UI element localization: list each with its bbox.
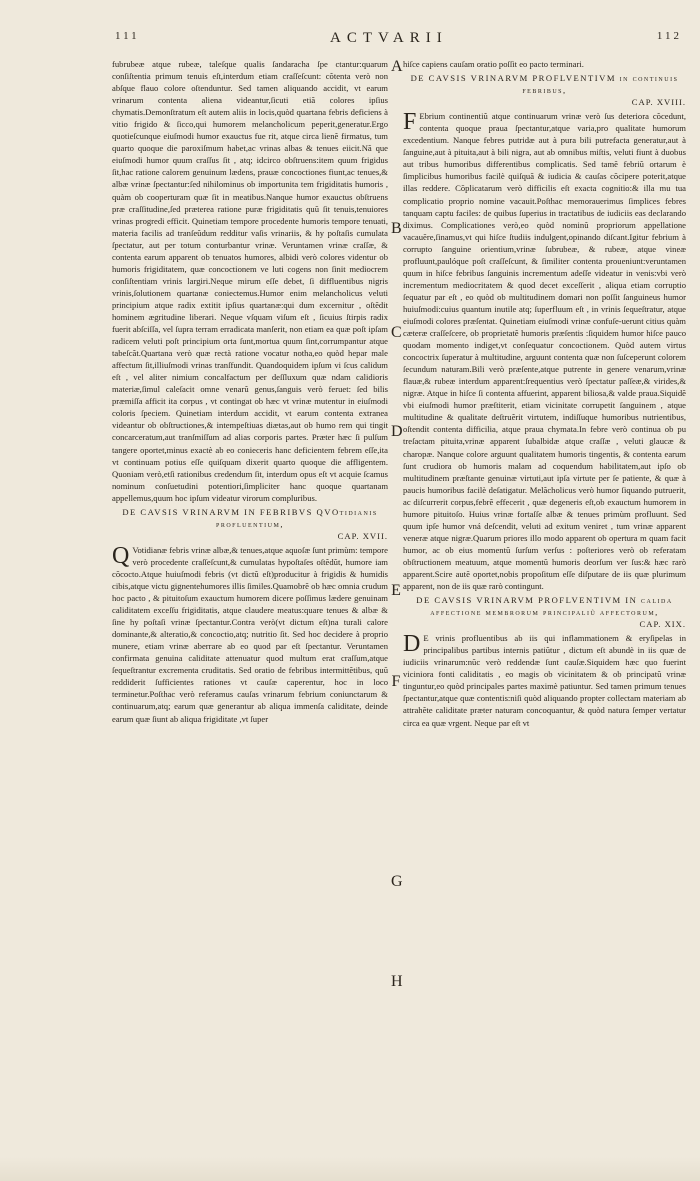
- chapter-17-title: DE CAVSIS VRINARVM IN FEBRIBVS QVOtidianis profluentium,: [122, 506, 378, 529]
- chapter-17-number: CAP. XVII.: [337, 530, 388, 541]
- margin-letter-b: B: [391, 220, 402, 237]
- chapter-18-title: DE CAVSIS VRINARVM PROFLVENTIVM in continuis febribus,: [410, 73, 679, 96]
- left-column: [112, 58, 388, 727]
- page-number-left: 111: [115, 30, 140, 42]
- chapter-19-title: DE CAVSIS VRINARVM PROFLVENTIVM IN calida affectione membrorum principaliũ affectorum,: [416, 595, 673, 618]
- chapter-18-number: CAP. XVIII.: [631, 97, 686, 108]
- drop-cap-f: F: [403, 109, 417, 136]
- left-paragraph-2: [112, 544, 388, 725]
- margin-letter-g: G: [391, 873, 403, 890]
- right-paragraph-1: hiſce capiens cauſam oratio poſſit eo pacto terminari.: [403, 59, 584, 69]
- page-number-right: 112: [656, 30, 682, 42]
- running-title: ACTVARII: [330, 30, 448, 46]
- margin-letter-c: C: [391, 324, 402, 341]
- margin-letter-d: D: [391, 423, 403, 440]
- chapter-19-number-line: [403, 618, 686, 630]
- chapter-17-number-line: [112, 530, 388, 542]
- margin-letter-e: E: [391, 582, 401, 599]
- margin-letter-f: F: [391, 673, 401, 690]
- right-paragraph-3-text: E vrinis profluentibus ab iis qui inflammationem & eryſipelas in principalibus partibus internis patiũtur , dictum eſt abundè in iis quæ de iudiciis vrinarum:nũc verò reddendæ ſunt cauſæ.Siquidem hæc quo fuerint viciniora fonti caliditatis , eo magis ob vicinitatem & ob principatũ vrinæ tinguntur,eo quòd principales partes maximè patiuntur. Sed tamen primum tenues ſpectantur,atque quæ contentis:niſi quòd aliquando propter collectam materiam ab attrahẽte caliditate præter naturam concoquantur, & quòd natura ſemper vertatur circa ea quæ vrgent. Neque par eſt vt: [403, 633, 686, 728]
- right-paragraph-2-text: Ebrium continentiũ atque continuarum vrinæ verò ſus deteriora cõcedunt, contenta quoque praua ſpectantur,atque varia,pro qualitate humorum excedentium. Nanque febres putridæ aut à pura bili putrefacta generatur,aut à ſanguine,aut à pituita,aut à bili nigra, aut ab omnibus miſtis, veluti fiunt à duobus aut tribus humoribus differentibus complicatis. Sed tamẽ febriũ ortarum è ſimplicibus humoribus facilè quiſquã & iudicia & cauſas cõcipere poterit,atque illas reddere. Cõplicatarum verò difficilis eſt exacta cognitio:& illa mu tua complicatio proprio nomine vacauit.Poſthac memorauerimus ſimplices febres tanquam captu faciles: de quibus ſuperius in tractatibus de iudiciis eas declarando diximus. Complicationes verò,eo quòd nominũ propriorum appellatione vacauẽre,ſinamus,vt qui hiſce ſtudiis indulgent,opinando diſcant.Igitur febrium à corrupto ſanguine orientium,vrinæ ſubrubeæ, & rubeæ, atque vineæ profluunt,paulóque poſt craſſeſcunt, & ſimiliter contenta proueniunt:veruntamen quum in hiſce febribus ſanguinis incrementum adeſſe videatur in venis:vbi verò incrementum mediocritatem & quod decet exceſſerit , aliqua etiam corruptio ſequatur par eſt , eo quòd ob multitudinem domari non poſſit ſanguineus humor huiuſmodi:cuius quantum inutile atq; ſuperfluum eſt , in vrinis ſequeſtratur, atque eiuſmodi colores præſentat. Quinetiam eiuſmodi vrinæ confuſe-uerunt citius quàm cæteræ craſſeſcere, ob proprietatẽ humoris præſentis :ſiquidem humor hiſce pauco quodam momento indiget,vt conſequatur concoctionem. Quòd autem virtus concoctrix ſuperatur à multitudine, arguunt contenta quæ non ſuſceperunt colorem ſecundum naturam.Bili verò præſente,atque putrente in genere venarum,vrinæ flauæ,& rubeæ interdum apparent:ſrequentius verò ſpectatur paſſeæ,& virides,& nigræ. Atque in hiſce ſi contenta affuerint, apparent biliosa,& valde praua.Siquidẽ vbi eiuſmodi humor præſtiterit, etiam vicinitate corrupetit ſanguinem , atque multitudine & qualitate deſtruẽrit virtutem, indiſſuque humoribus nutrientibus, oſtendit contenta difficilia, atque praua chymata.In febre verò continua ob pu treſactam pituita,vrinæ apparent ſubalbidæ atque craſſæ , veluti glaucæ & charopæ. Nanque colore arguunt qualitatem humoris tingentis, & contenta earum ſunt crudiora ob humoris malam ad coquendum habilitatem,aut ipſo ob multitudinem præſtante genuinæ virtuti,aut ipſa virtute per ſe patiente, & quæ à paucis humoribus facilè deſatigatur. Melãcholicus verò humor ſiquando putruerit, ac diſcurrerit corpus,febrẽ effecerit , quæ degeneris eſt,ob exauctum humorem in humore pituitoſo. Huius vrinæ fortaſſe albæ & tenues primùm profluunt. Sed quum ipſe humor vná deſcendit, veluti ad exitum veniret , tum vrinæ apparent veneræ atque nigræ.Quarum priores illo modo apparent ob opertura m quam facit humor, ac ob eius momentũ ſurſum verſus : poſteriores verò ob referatam obſtructionem meatuum, atque momentũ humoris deorſum ver ſus:& hæc rarò apparent.Scire autẽ oportet,nobis propoſitum eſſe diſputare de iis quæ plurimum apparent, non de iis quæ rarò contingunt.: [403, 111, 686, 592]
- right-column: [403, 58, 686, 731]
- drop-cap-q: Q: [112, 542, 130, 569]
- chapter-19-number: CAP. XIX.: [639, 619, 686, 630]
- chapter-18-number-line: [403, 96, 686, 108]
- margin-letter-a: A: [391, 58, 403, 75]
- page-bottom-edge: [0, 1157, 700, 1181]
- drop-cap-d: D: [403, 631, 421, 658]
- left-paragraph-2-text: Votidianæ febris vrinæ albæ,& tenues,atque aquoſæ ſunt primùm: tempore verò procedente craſſeſcunt,& cumulatas hypoſtaſes oſtẽdũt, humore iam cõcocto.Atque huiuſmodi febris (vt dictũ eſt)producitur à frigidis & humidis cibis,atque victu gignentehumores illis ſimiles.Quamobrẽ ob hæc omnia crudum hoc pacto , & pituitoſum exauctum humorem dicere poſſimus lædere genuinam caliditatem exceſſu frigiditatis, atque claudere meatus:quare tenues & albæ & ſine hy poſtaſi vrinæ ſpectantur.Contra verò(vt dictum eſt)na turali calore dominante,& alteratio,& concoctio,atq; nutritio ſit. Sed hoc decidere à proprio munere, etiam vrinæ aberrare ab eo quod par eſt ſpectantur. Veruntamen confirmata genuina caliditate attenuatur quod multum erat craſſum,atque ſequeſtrantur excrementa cruditatis. Sed oratio de febribus intermittẽtibus, quũ reddiderit ſufficientes rationes vt cauſæ caperentur, hoc in loco terminetur.Poſthac verò referamus cauſas vrinarum febrium coniunctarum & continuarum,atq; earum quæ generantur ab aliqua immenſa caliditate, deinde earum quæ ſiunt ab aliqua frigiditate ,vt ſuper: [112, 544, 388, 724]
- margin-letter-h: H: [391, 973, 403, 990]
- right-paragraph-3: [403, 632, 686, 728]
- right-paragraph-2: [403, 110, 686, 592]
- left-paragraph-1: fubrubeæ atque rubeæ, taleſque qualis ſandaracha ſpe ctantur:quarum conſiſtentia primum tenuis eſt,interdum etiam craſſeſcunt: cõtenta verò non abſque flauo colore oſtenduntur. Sed tamen aliquando accidit, vt earum vrinarum contenta aliena videantur,ſicuti etiã colores ipſius chymatis.Demonſtratum eſt autem aliis in locis,quòd quartana febris deficiens à vitio frigido & ſicco,qui humorem melancholicum peperit,generatur.Ergo quotieſcunque eiuſmodi humor exauctus fue rit, atque circa lienẽ firmatus, tum quarto quoque die paroxiſmum habet,ac vrinas albas & tenues eiicit.Nã que eiuſmodi humor quum craſſus ſit , atq; idcirco obſtruens:item quum frigidus ſit,hac ratione calorem genuinum lædens, prauæ concoctiones fiunt,ac tenues,& albæ vrinæ ſpectantur:ſed nihilominus ob importunita tem frigiditatis humoris , quàm ob cooperturam quæ ſit in meatibus.Nanque humor exauctus obſtruens præ craſſitudine,ſed præterea ratione puræ frigiditatis quũ ſit tenuis,tenuiores vrinas progredi efficit. Quinetiam tempore procedente humoris tempore tenuati, materia facilis ad tranſeũdum redditur vaſis vrinariis, & hy poſtaſis cumulata ſpectatur, aut per totum conturbantur vrinæ. Veruntamen vrinæ craſſæ, & contenta earum apparent ob tenuatos humores, albidi verò colores videntur ob humoris frigiditatem, quæ concoctionem ve luti cogens non ſinit mediocrem conſiſtentiam vrinis largiri.Neque mirum eſſe debet, ſi diffluentibus nigris vrinis,ſolutionem quartanæ coniectemus.Humor enim melancholicus veluti principium atque radix extitit ipſius quartanæ:qui dum excernitur , oſtẽdit hominem ægritudine liberari. Neque vſquam viſum eſt , ſicuius ſtirpis radix fuerit abſciſſa, vel ſupra terram erradicata manſerit, non etiam ea quæ poſt ipſam radicem veluti poſt principium orta ſunt,mortua quum ſint,corrumpantur atque tabeſcãt.Quartana verò quæ rectà ratione vocatur notha,eo quòd hepar male affectum ſit,illiuſmodi vrinas tranſfundit. Quandoquidem ipſum vi ſcus calidum eſt , vel aliter nimium concalfactum per deſſluxum quæ ndam calidioris materiæ,ſimul caleſacit omne venarũ genus,ſanguis verò feruet: ſed bilis præmiſſa afficit ita corpus , vt contingat ob hæc vt vrinæ mutentur in eiuſmodi coloris ſpeciem. Quinetiam interdum accidit, vt earum contenta extranea videantur ob obſtructiones,& intempeſtiuas diætas,aut ob humo rem qui tingit concarceratum,aut tranſmiſſum ad alias corporis partes. Præter hæc ſi pulſum tangere oportet,minus exactè ab eo conieceris hanc deficientem febrem eſſe,ita vt continuam potius eſſe quiſquam dixerit quarto quoque die affligentem. Quoniam verò,etſi rationibus credendum ſit, interdum opus eſt vt acquie ſcamus nominum conſuetudini potentiori,ſimpliciter hanc quoque quartanam appellemus,quum hoc ipſum videatur virorum compluribus.: [112, 59, 388, 503]
